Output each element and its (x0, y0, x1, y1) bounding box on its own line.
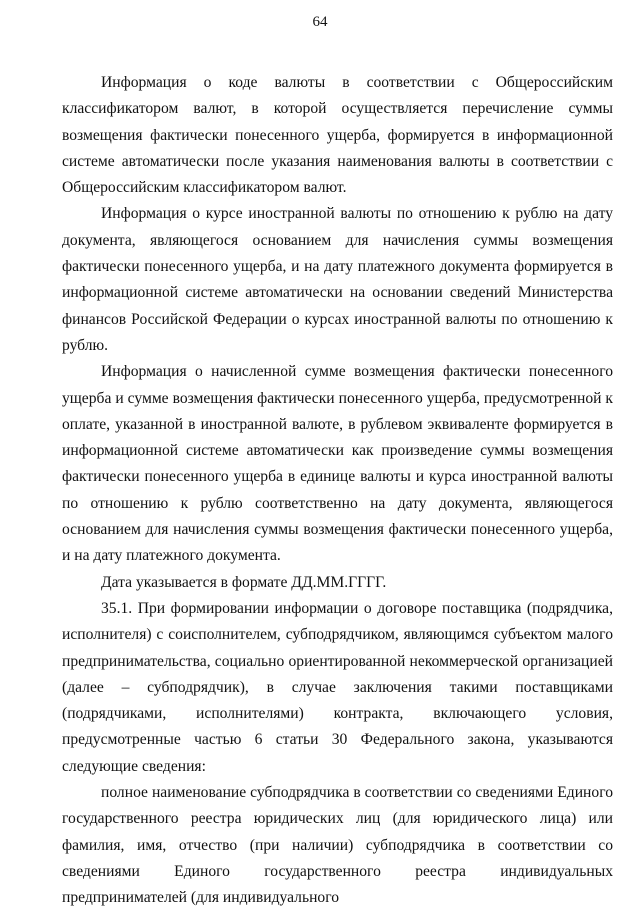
paragraph-accrued-amount: Информация о начисленной сумме возмещения фактически понесенного ущерба и сумме возмещения фактически понесенного ущерба, предусмотренной к оплате, указанной в иностранной валюте, в рублевом эквиваленте формируется в информационной системе автоматически как произведение суммы возмещения фактически понесенного ущерба в единице валюты и курса иностранной валюты по отношению к рублю соответственно на дату документа, являющегося основанием для начисления суммы возмещения фактически понесенного ущерба, и на дату платежного документа. (62, 363, 613, 565)
paragraph-currency-code: Информация о коде валюты в соответствии с Общероссийским классификатором валют, в которой осуществляется перечисление суммы возмещения фактически понесенного ущерба, формируется в информационной системе автоматически после указания наименования валюты в соответствии с Общероссийским классификатором валют. (62, 74, 613, 197)
paragraph-exchange-rate: Информация о курсе иностранной валюты по отношению к рублю на дату документа, являющегося основанием для начисления суммы возмещения фактически понесенного ущерба, и на дату платежного документа формируется в информационной системе автоматически на основании сведений Министерства финансов Российской Федерации о курсах иностранной валюты по отношению к рублю. (62, 205, 613, 354)
paragraph-section-35-1: 35.1. При формировании информации о договоре поставщика (подрядчика, исполнителя) с соисполнителем, субподрядчиком, являющимся субъектом малого предпринимательства, социально ориентированной некоммерческой организацией (далее – субподрядчик), в случае заключения такими поставщиками (подрядчиками, исполнителями) контракта, включающего условия, предусмотренные частью 6 статьи 30 Федерального закона, указываются следующие сведения: (62, 599, 613, 775)
paragraph-subcontractor-name: полное наименование субподрядчика в соответствии со сведениями Единого государственного реестра юридических лиц (для юридического лица) или фамилия, имя, отчество (при наличии) субподрядчика в соответствии со сведениями Единого государственного реестра индивидуальных предпринимателей (для индивидуального (62, 784, 613, 907)
document-body (62, 70, 613, 912)
page-number: 64 (312, 14, 328, 30)
paragraph-date-format: Дата указывается в формате ДД.ММ.ГГГГ. (101, 573, 387, 591)
